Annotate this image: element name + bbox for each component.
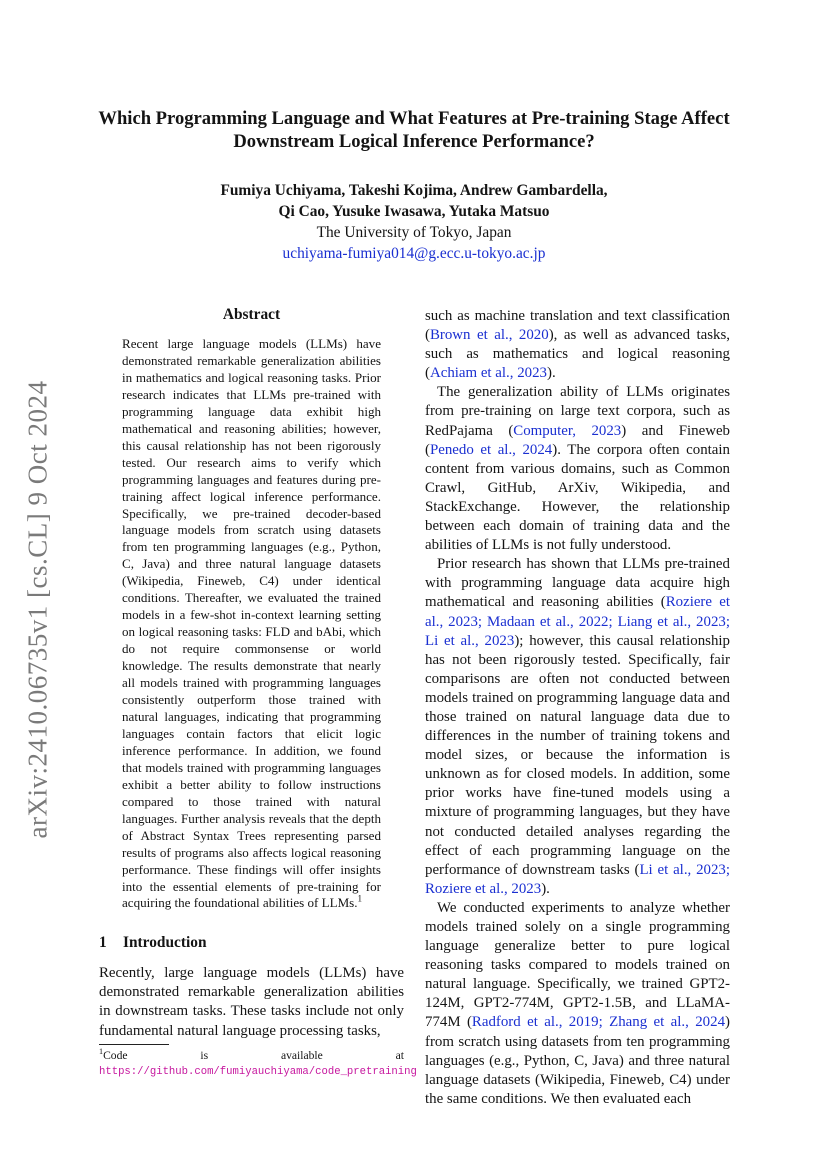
citation-link[interactable]: Brown et al., 2020: [429, 327, 549, 344]
citation-link[interactable]: Computer, 2023: [513, 422, 622, 439]
citation-link[interactable]: Liang et al., 2023: [617, 613, 726, 630]
footnote-divider: [99, 1044, 169, 1045]
abstract-text: [122, 336, 381, 912]
abstract-body-text: Recent large language models (LLMs) have demonstrated remarkable generalization abilities in mathematics and logical reasoning tasks. Prior research indicates that LLMs pre-trained with programming language data exhibit high mathematical and reasoning abilities; however, this causal relationship has not been rigorously tested. Our research aims to verify which programming languages and features during pre-training affect logical inference performance. Specifically, we pre-trained decoder-based language models from scratch using datasets from ten programming languages (e.g., Python, C, Java) and three natural language datasets (Wikipedia, Fineweb, C4) under identical conditions. Thereafter, we evaluated the trained models in a few-shot in-context learning setting on logical reasoning tasks: FLD and bAbi, which do not require commonsense or world knowledge. The results demonstrate that nearly all models trained with programming languages consistently outperform those trained with natural languages, indicating that programming languages contain factors that elicit logic inference performance. In addition, we found that models trained with programming languages exhibit a better ability to follow instructions compared to those trained with natural languages. Further analysis reveals that the depth of Abstract Syntax Trees representing parsed results of programs also affects logical reasoning performance. These findings will offer insights into the essential elements of pre-training for acquiring the foundational abilities of LLMs.: [122, 336, 381, 911]
citation-link[interactable]: Achiam et al., 2023: [429, 365, 547, 382]
citation-link[interactable]: Madaan et al., 2022: [487, 613, 609, 630]
intro-paragraph: Prior research has shown that LLMs pre-trained with programming language data acquire high mathematical and reasoning abilities (Roziere et al., 2023; Madaan et al., 2022; Liang et al., 2023; Li et al., 2023); however, this causal relationship has not been rigorously tested. Specifically, fair comparisons are often not conducted between models trained on programming language data and those trained on natural language data due to differences in the number of training tokens and model sizes, or because the information is unknown as for closed models. In addition, some prior works have fine-tuned models using a mixture of programming languages, but they have not conducted detailed analyses regarding the effect of each programming language on the performance of downstream tasks (Li et al., 2023; Roziere et al., 2023).: [425, 556, 731, 897]
citation-link[interactable]: Li et al., 2023: [425, 632, 515, 649]
arxiv-stamp: [20, 378, 56, 840]
section-title: Introduction: [123, 934, 207, 951]
citation-link[interactable]: Penedo et al., 2024: [429, 441, 553, 458]
section-heading-introduction: [99, 933, 404, 953]
arxiv-identifier: arXiv:2410.06735v1 [cs.CL] 9 Oct 2024: [22, 380, 53, 838]
footnote: [99, 1047, 417, 1079]
affiliation: The University of Tokyo, Japan: [316, 224, 512, 241]
footnote-number: 1: [99, 1047, 104, 1057]
paper-title: Which Programming Language and What Features at Pre-training Stage Affect Downstream Logical Inference Performance?: [98, 108, 730, 152]
intro-paragraph-left: Recently, large language models (LLMs) have demonstrated remarkable generalization abilities in downstream tasks. These tasks include not only fundamental natural language processing tasks,: [99, 965, 404, 1039]
author-names-line-2: Qi Cao, Yusuke Iwasawa, Yutaka Matsuo: [278, 203, 550, 220]
author-block: [90, 180, 738, 264]
author-names-line-1: Fumiya Uchiyama, Takeshi Kojima, Andrew Gambardella,: [220, 182, 608, 199]
citation-link[interactable]: Radford et al., 2019: [471, 1014, 599, 1031]
citation-link[interactable]: Li et al., 2023: [639, 861, 726, 878]
intro-paragraph: The generalization ability of LLMs originates from pre-training on large text corpora, such as RedPajama (Computer, 2023) and Fineweb (Penedo et al., 2024). The corpora often contain content from various domains, such as Common Crawl, GitHub, ArXiv, Wikipedia, and StackExchange. However, the relationship between each domain of training data and the abilities of LLMs is not fully understood.: [425, 384, 730, 554]
author-email[interactable]: uchiyama-fumiya014@g.ecc.u-tokyo.ac.jp: [282, 245, 546, 262]
citation-link[interactable]: Roziere et al., 2023: [425, 594, 730, 630]
code-link[interactable]: https://github.com/fumiyauchiyama/code_pretraining: [99, 1065, 417, 1078]
citation-link[interactable]: Zhang et al., 2024: [609, 1014, 726, 1031]
footnote-text: Code is available at: [103, 1049, 404, 1062]
intro-paragraph: We conducted experiments to analyze whether models trained solely on a single programming language generalize better to pure logical reasoning tasks compared to models trained on natural language. Specifically, we trained GPT2-124M, GPT2-774M, GPT2-1.5B, and LLaMA-774M (Radford et al., 2019; Zhang et al., 2024) from scratch using datasets from ten programming languages (e.g., Python, C, Java) and three natural language datasets (Wikipedia, Fineweb, C4) under the same conditions. We then evaluated each: [425, 899, 730, 1107]
right-column: [425, 307, 730, 1109]
citation-link[interactable]: Roziere et al., 2023: [425, 880, 542, 897]
section-number: 1: [99, 934, 107, 951]
intro-paragraph: such as machine translation and text classification (Brown et al., 2020), as well as advanced tasks, such as mathematics and logical reasoning (Achiam et al., 2023).: [425, 308, 731, 382]
abstract-heading: Abstract: [222, 306, 281, 323]
footnote-ref[interactable]: 1: [357, 894, 363, 905]
